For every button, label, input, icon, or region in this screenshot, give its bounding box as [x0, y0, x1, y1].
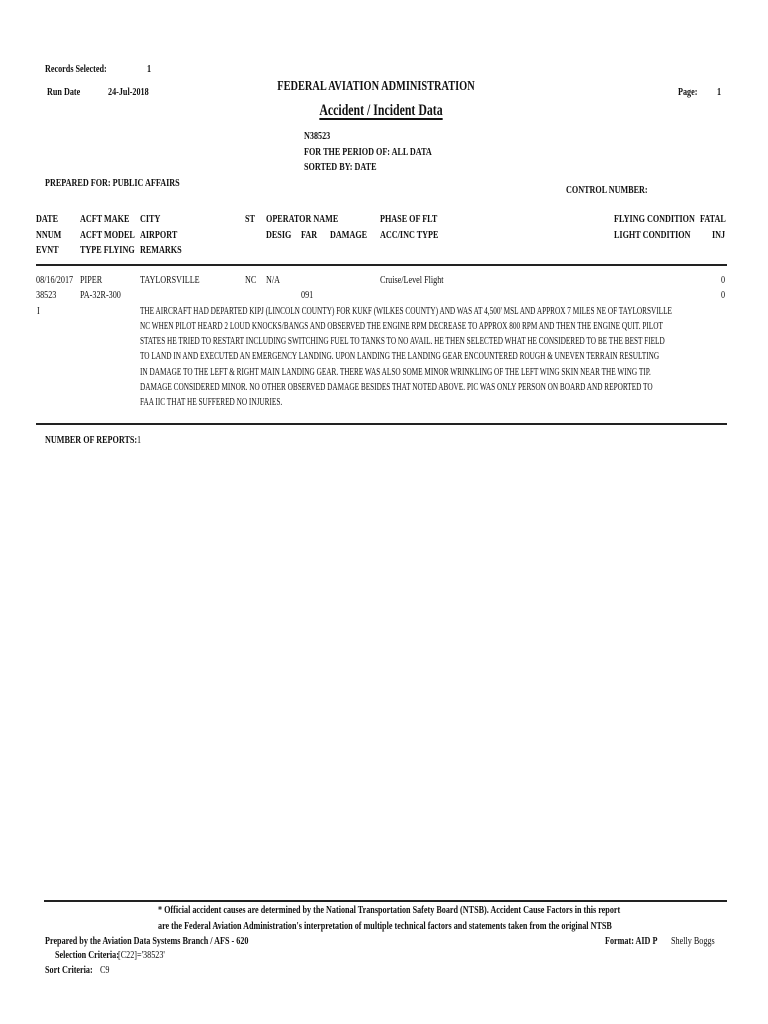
- prepared-by: Prepared by the Aviation Data Systems Branch / AFS - 620: [45, 935, 249, 947]
- record-inj: 0: [721, 289, 726, 301]
- record-nnum: 38523: [36, 289, 57, 301]
- col-evnt: EVNT: [36, 244, 59, 256]
- remarks-line: TO LAND IN AND EXECUTED AN EMERGENCY LANDING. UPON LANDING THE LANDING GEAR ENCOUNTERED ROUGH & UNEVEN TERRAIN RESULTING: [140, 350, 660, 362]
- run-date-label: Run Date: [47, 86, 81, 98]
- col-acft-model: ACFT MODEL: [80, 229, 135, 241]
- record-city: TAYLORSVILLE: [140, 274, 200, 286]
- col-type-flying: TYPE FLYING: [80, 244, 135, 256]
- selection-criteria-label: Selection Criteria:: [55, 949, 119, 961]
- report-title: FEDERAL AVIATION ADMINISTRATION: [277, 79, 475, 94]
- col-far: FAR: [301, 229, 318, 241]
- page-label: Page:: [678, 86, 698, 98]
- record-state: NC: [245, 274, 257, 286]
- record-far: 091: [301, 289, 314, 301]
- header-divider: [36, 264, 727, 266]
- selection-criteria-value: [C22]='38523': [118, 949, 165, 961]
- col-airport: AIRPORT: [140, 229, 178, 241]
- record-divider: [36, 423, 727, 425]
- footer-note-line: * Official accident causes are determined by the National Transportation Safety Board (NTSB). Accident Cause Factors in this report: [158, 904, 621, 916]
- remarks-line: IN DAMAGE TO THE LEFT & RIGHT MAIN LANDING GEAR. THERE WAS ALSO SOME MINOR WRINKLING OF THE LEFT WING SKIN NEAR THE WING TIP.: [140, 366, 651, 378]
- prepared-for: PREPARED FOR: PUBLIC AFFAIRS: [45, 177, 180, 189]
- remarks-line: STATES HE TRIED TO RESTART INCLUDING SWITCHING FUEL TO TANKS TO NO AVAIL. HE THEN SELECTED WHAT HE CONSIDERED TO BE THE BEST FIELD: [140, 335, 665, 347]
- records-selected-value: 1: [147, 63, 152, 75]
- col-date: DATE: [36, 213, 59, 225]
- col-light-condition: LIGHT CONDITION: [614, 229, 691, 241]
- col-st: ST: [245, 213, 255, 225]
- query-period: FOR THE PERIOD OF: ALL DATA: [304, 146, 432, 158]
- record-evnt: I: [37, 305, 40, 317]
- query-nnum: N38523: [304, 130, 331, 142]
- col-phase-of-flt: PHASE OF FLT: [380, 213, 438, 225]
- number-of-reports-label: NUMBER OF REPORTS:: [45, 434, 138, 446]
- col-nnum: NNUM: [36, 229, 62, 241]
- record-fatal: 0: [721, 274, 726, 286]
- col-desig: DESIG: [266, 229, 292, 241]
- col-acc-inc-type: ACC/INC TYPE: [380, 229, 439, 241]
- remarks-line: THE AIRCRAFT HAD DEPARTED KIPJ (LINCOLN COUNTY) FOR KUKF (WILKES COUNTY) AND WAS AT 4,500' MSL AND APPROX 7 MILES NE OF TAYLORSVILLE: [140, 305, 672, 317]
- col-remarks: REMARKS: [140, 244, 182, 256]
- sort-criteria-label: Sort Criteria:: [45, 964, 93, 976]
- page-number: 1: [717, 86, 722, 98]
- col-damage: DAMAGE: [330, 229, 368, 241]
- footer-divider: [44, 900, 727, 902]
- footer-note-line: are the Federal Aviation Administration's interpretation of multiple technical factors and statements taken from the original NTSB: [158, 920, 612, 932]
- col-operator-name: OPERATOR NAME: [266, 213, 339, 225]
- record-acft-model: PA-32R-300: [80, 289, 121, 301]
- report-subtitle: Accident / Incident Data: [319, 102, 443, 119]
- records-selected-label: Records Selected:: [45, 63, 107, 75]
- sort-criteria-value: C9: [100, 964, 110, 976]
- record-acft-make: PIPER: [80, 274, 103, 286]
- format-label: Format: AID P: [605, 935, 658, 947]
- remarks-line: FAA IIC THAT HE SUFFERED NO INJURIES.: [140, 396, 283, 408]
- record-phase: Cruise/Level Flight: [380, 274, 444, 286]
- run-date-value: 24-Jul-2018: [108, 86, 149, 98]
- control-number-label: CONTROL NUMBER:: [566, 184, 648, 196]
- col-city: CITY: [140, 213, 161, 225]
- col-acft-make: ACFT MAKE: [80, 213, 130, 225]
- query-sort: SORTED BY: DATE: [304, 161, 377, 173]
- col-fatal: FATAL: [700, 213, 726, 225]
- col-inj: INJ: [712, 229, 726, 241]
- remarks-line: NC WHEN PILOT HEARD 2 LOUD KNOCKS/BANGS AND OBSERVED THE ENGINE RPM DECREASE TO APPROX 800 RPM AND THEN THE ENGINE QUIT. PILOT: [140, 320, 663, 332]
- number-of-reports-value: 1: [137, 434, 142, 446]
- record-date: 08/16/2017: [36, 274, 74, 286]
- col-flying-condition: FLYING CONDITION: [614, 213, 695, 225]
- remarks-line: DAMAGE CONSIDERED MINOR. NO OTHER OBSERVED DAMAGE BESIDES THAT NOTED ABOVE. PIC WAS ONLY PERSON ON BOARD AND REPORTED TO: [140, 381, 653, 393]
- record-operator: N/A: [266, 274, 281, 286]
- author-name: Shelly Boggs: [671, 935, 715, 947]
